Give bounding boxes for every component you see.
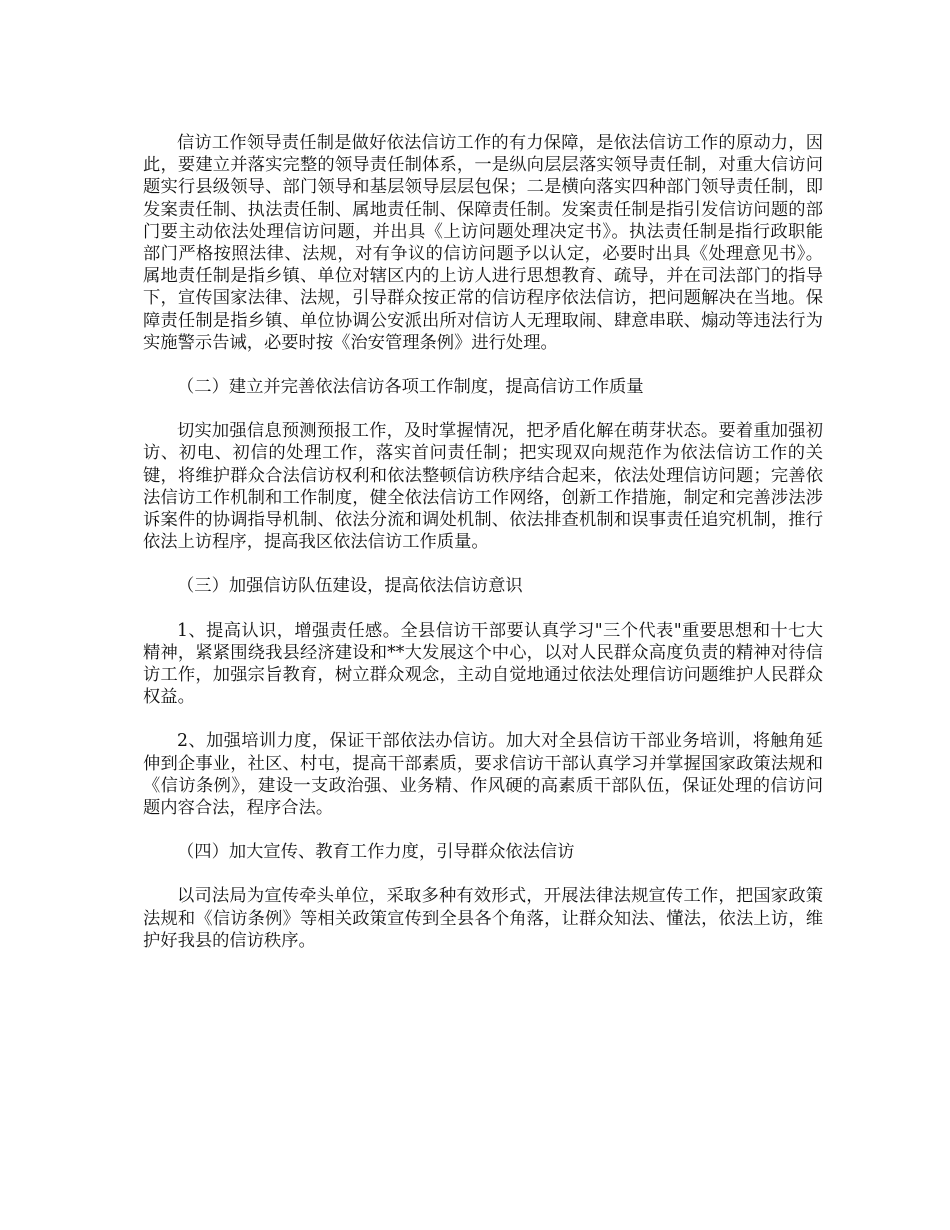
paragraph-spacer (143, 863, 823, 885)
paragraph-awareness: 1、提高认识，增强责任感。全县信访干部要认真学习"三个代表"重要思想和十七大精神，紧紧围绕我县经济建设和**大发展这个中心，以对人民群众高度负责的精神对待信访工作，加强宗旨教育，树立群众观念，主动自觉地通过依法处理信访问题维护人民群众权益。 (143, 620, 823, 708)
paragraph-work-system: 切实加强信息预测预报工作，及时掌握情况，把矛盾化解在萌芽状态。要着重加强初访、初电、初信的处理工作，落实首问责任制；把实现双向规范作为依法信访工作的关键，将维护群众合法信访权利和依法整顿信访秩序结合起来，依法处理信访问题；完善依法信访工作机制和工作制度，健全依法信访工作网络，创新工作措施，制定和完善涉法涉诉案件的协调指导机制、依法分流和调处机制、依法排查机制和误事责任追究机制，推行依法上访程序，提高我区依法信访工作质量。 (143, 421, 823, 553)
paragraph-leadership-responsibility: 信访工作领导责任制是做好依法信访工作的有力保障，是依法信访工作的原动力，因此，要建立并落实完整的领导责任制体系，一是纵向层层落实领导责任制，对重大信访问题实行县级领导、部门领导和基层领导层层包保；二是横向落实四种部门领导责任制，即发案责任制、执法责任制、属地责任制、保障责任制。发案责任制是指引发信访问题的部门要主动依法处理信访问题，并出具《上访问题处理决定书》。执法责任制是指行政职能部门严格按照法律、法规，对有争议的信访问题予以认定，必要时出具《处理意见书》。属地责任制是指乡镇、单位对辖区内的上访人进行思想教育、疏导，并在司法部门的指导下，宣传国家法律、法规，引导群众按正常的信访程序依法信访，把问题解决在当地。保障责任制是指乡镇、单位协调公安派出所对信访人无理取闹、肆意串联、煽动等违法行为实施警示告诫，必要时按《治安管理条例》进行处理。 (143, 133, 823, 353)
paragraph-spacer (143, 553, 823, 575)
paragraph-spacer (143, 708, 823, 730)
paragraph-publicity: 以司法局为宣传牵头单位，采取多种有效形式，开展法律法规宣传工作，把国家政策法规和《信访条例》等相关政策宣传到全县各个角落，让群众知法、懂法，依法上访，维护好我县的信访秩序。 (143, 886, 823, 951)
paragraph-spacer (143, 354, 823, 376)
document-body (143, 132, 823, 952)
paragraph-spacer (143, 598, 823, 620)
paragraph-spacer (143, 819, 823, 841)
section-heading-4: （四）加大宣传、教育工作力度，引导群众依法信访 (177, 842, 575, 863)
paragraph-spacer (143, 398, 823, 420)
section-heading-3: （三）加强信访队伍建设，提高依法信访意识 (177, 576, 523, 597)
paragraph-training: 2、加强培训力度，保证干部依法办信访。加大对全县信访干部业务培训，将触角延伸到企事业，社区、村屯，提高干部素质，要求信访干部认真学习并掌握国家政策法规和《信访条例》，建设一支政治强、业务精、作风硬的高素质干部队伍，保证处理的信访问题内容合法，程序合法。 (143, 731, 823, 819)
section-heading-2: （二）建立并完善依法信访各项工作制度，提高信访工作质量 (177, 377, 644, 398)
